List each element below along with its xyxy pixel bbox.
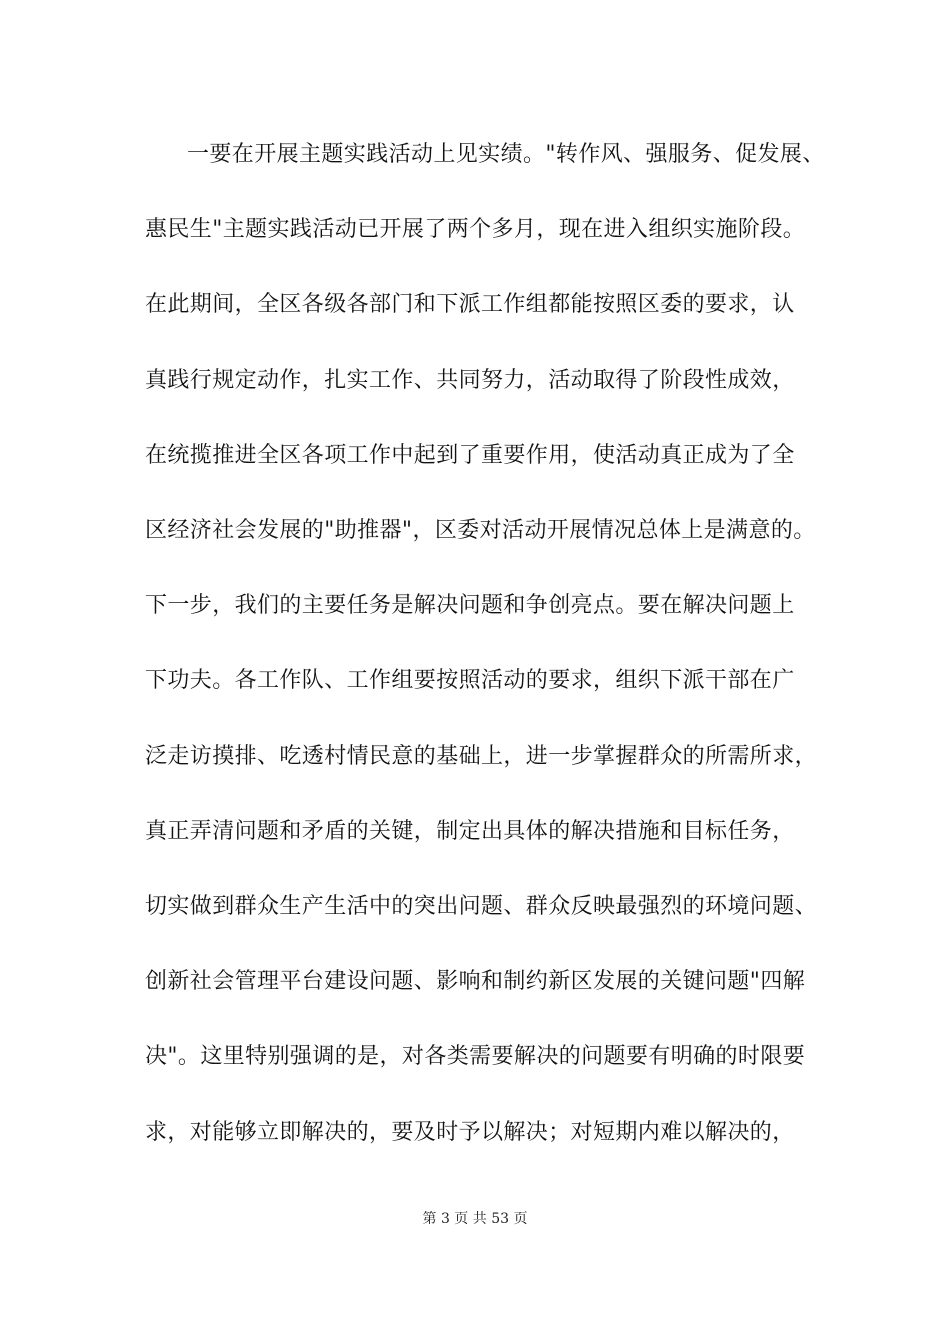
paragraph-line: 决"。这里特别强调的是，对各类需要解决的问题要有明确的时限要 [145, 1044, 806, 1069]
paragraph-line: 在此期间，全区各级各部门和下派工作组都能按照区委的要求，认 [145, 292, 795, 317]
paragraph-line: 下一步，我们的主要任务是解决问题和争创亮点。要在解决问题上 [145, 593, 795, 618]
page-number-footer: 第 3 页 共 53 页 [422, 1211, 528, 1227]
paragraph-line: 切实做到群众生产生活中的突出问题、群众反映最强烈的环境问题、 [145, 894, 818, 919]
paragraph-line: 真正弄清问题和矛盾的关键，制定出具体的解决措施和目标任务， [145, 819, 795, 844]
paragraph-line: 一要在开展主题实践活动上见实绩。"转作风、强服务、促发展、 [187, 142, 825, 167]
paragraph-line: 在统揽推进全区各项工作中起到了重要作用，使活动真正成为了全 [145, 443, 795, 468]
paragraph-line: 创新社会管理平台建设问题、影响和制约新区发展的关键问题"四解 [145, 969, 806, 994]
paragraph-line: 真践行规定动作，扎实工作、共同努力，活动取得了阶段性成效， [145, 368, 795, 393]
paragraph-line: 泛走访摸排、吃透村情民意的基础上，进一步掌握群众的所需所求， [145, 744, 818, 769]
paragraph-line: 下功夫。各工作队、工作组要按照活动的要求，组织下派干部在广 [145, 668, 795, 693]
paragraph-line: 惠民生"主题实践活动已开展了两个多月，现在进入组织实施阶段。 [145, 217, 806, 242]
paragraph-line: 求，对能够立即解决的，要及时予以解决；对短期内难以解决的， [145, 1120, 795, 1145]
paragraph-line: 区经济社会发展的"助推器"，区委对活动开展情况总体上是满意的。 [145, 518, 816, 543]
